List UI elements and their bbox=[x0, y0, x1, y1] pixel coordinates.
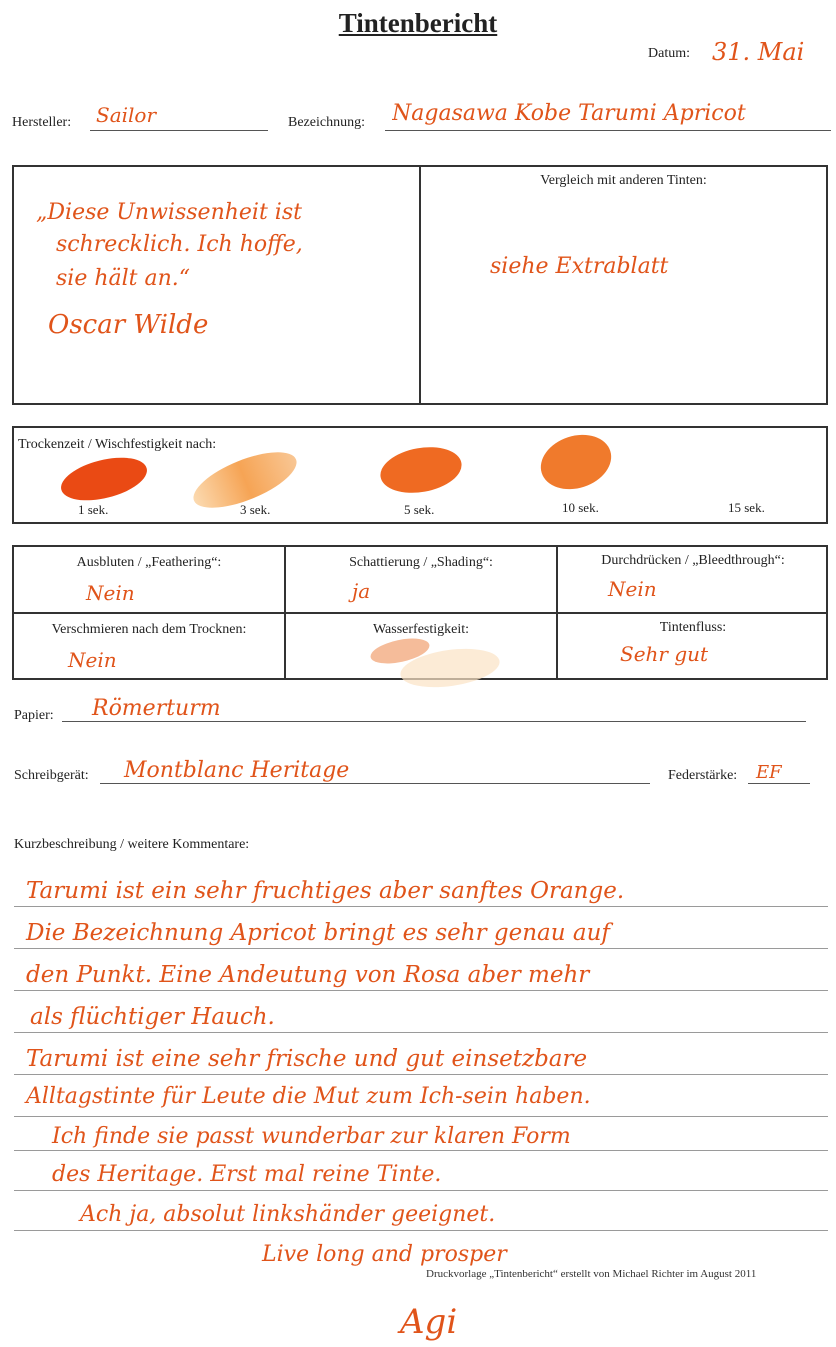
feathering-value: Nein bbox=[86, 581, 135, 605]
comparison-value: siehe Extrablatt bbox=[490, 254, 669, 279]
comment-line-2: Die Bezeichnung Apricot bringt es sehr genau auf bbox=[26, 920, 610, 946]
dry-time-5: 5 sek. bbox=[404, 502, 435, 517]
nib-label: Federstärke: bbox=[668, 768, 738, 783]
date-value: 31. Mai bbox=[712, 38, 805, 66]
footer-credit: Druckvorlage „Tintenbericht“ erstellt von Michael Richter im August 2011 bbox=[426, 1268, 757, 1280]
drying-time-label: Trockenzeit / Wischfestigkeit nach: bbox=[18, 437, 217, 452]
nib-value: EF bbox=[756, 762, 782, 783]
paper-label: Papier: bbox=[14, 708, 54, 723]
comment-line-4: als flüchtiger Hauch. bbox=[30, 1004, 275, 1030]
comment-line-9: Ach ja, absolut linkshänder geeignet. bbox=[80, 1202, 496, 1227]
dry-time-15: 15 sek. bbox=[728, 500, 765, 515]
ink-flow-label: Tintenfluss: bbox=[659, 620, 727, 635]
comment-line-7: Ich finde sie passt wunderbar zur klaren Form bbox=[52, 1124, 571, 1149]
bleedthrough-value: Nein bbox=[608, 577, 657, 601]
comparison-label: Vergleich mit anderen Tinten: bbox=[540, 173, 707, 188]
manufacturer-value: Sailor bbox=[96, 103, 157, 127]
dry-time-3: 3 sek. bbox=[240, 502, 271, 517]
comment-line-8: des Heritage. Erst mal reine Tinte. bbox=[52, 1162, 442, 1187]
quote-line-2: schrecklich. Ich hoffe, bbox=[56, 232, 303, 257]
smear-label: Verschmieren nach dem Trocknen: bbox=[51, 622, 247, 637]
water-resistance-label: Wasserfestigkeit: bbox=[372, 622, 470, 637]
comments-label: Kurzbeschreibung / weitere Kommentare: bbox=[14, 837, 250, 852]
date-label: Datum: bbox=[648, 46, 690, 61]
quote-line-3: sie hält an.“ bbox=[56, 266, 191, 291]
signature: Agi bbox=[400, 1302, 458, 1342]
name-value: Nagasawa Kobe Tarumi Apricot bbox=[392, 101, 746, 126]
bleedthrough-label: Durchdrücken / „Bleedthrough“: bbox=[601, 553, 785, 568]
quote-line-1: „Diese Unwissenheit ist bbox=[36, 200, 302, 225]
paper-value: Römerturm bbox=[92, 696, 221, 721]
pen-label: Schreibgerät: bbox=[14, 768, 89, 783]
comment-line-5: Tarumi ist eine sehr frische und gut einsetzbare bbox=[26, 1046, 588, 1072]
feathering-label: Ausbluten / „Feathering“: bbox=[76, 555, 222, 570]
shading-label: Schattierung / „Shading“: bbox=[349, 555, 493, 570]
dry-time-10: 10 sek. bbox=[562, 500, 599, 515]
name-label: Bezeichnung: bbox=[288, 115, 365, 130]
dry-time-1: 1 sek. bbox=[78, 502, 109, 517]
manufacturer-label: Hersteller: bbox=[12, 115, 72, 130]
comment-line-3: den Punkt. Eine Andeutung von Rosa aber mehr bbox=[26, 962, 590, 988]
page-title: Tintenbericht bbox=[338, 8, 498, 38]
closing-phrase: Live long and prosper bbox=[262, 1242, 507, 1267]
shading-value: ja bbox=[352, 579, 371, 603]
comment-line-6: Alltagstinte für Leute die Mut zum Ich-sein haben. bbox=[26, 1084, 591, 1109]
ink-flow-value: Sehr gut bbox=[620, 642, 709, 666]
pen-value: Montblanc Heritage bbox=[124, 758, 350, 783]
quote-author: Oscar Wilde bbox=[48, 310, 209, 340]
comment-line-1: Tarumi ist ein sehr fruchtiges aber sanftes Orange. bbox=[26, 878, 625, 904]
smear-value: Nein bbox=[68, 648, 117, 672]
